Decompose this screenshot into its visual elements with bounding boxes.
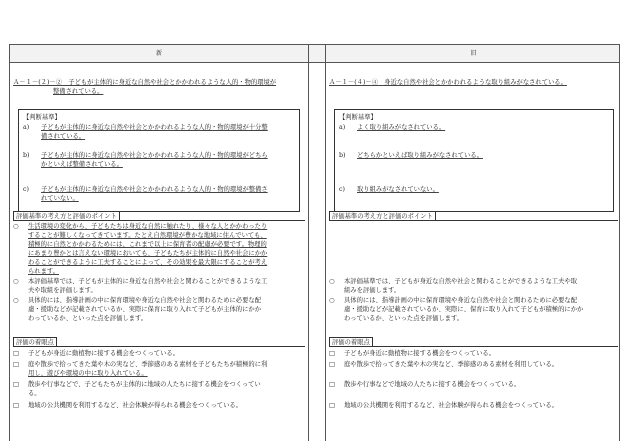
criteria-line: 子どもが主体的に身近な自然や社会とかかわれるような人的・物的環境がどちら xyxy=(41,152,268,159)
comparison-table xyxy=(9,44,620,441)
point-line: 具体的には、指導計画の中に保育環境や身近な自然や社会と関わるために必要な配 xyxy=(344,297,577,304)
check-mark: □ xyxy=(329,361,335,368)
point-line: 組みを評価します。 xyxy=(344,287,401,294)
criteria-line: 子どもが主体的に身近な自然や社会とかかわれるような人的・物的環境が十分整 xyxy=(41,124,268,131)
criteria-line: かといえば整備されている。 xyxy=(41,161,123,168)
section-rule xyxy=(329,346,618,347)
new-criteria-box xyxy=(18,109,300,212)
check-mark: □ xyxy=(13,381,19,388)
check-line: 散歩や行事などで、子どもたちが主体的に地域の人たちに接する機会をつくってい xyxy=(28,381,261,388)
point-mark: ○ xyxy=(13,278,19,285)
point-line: 積極的に自然とかかわるためには、これまで以上に保育者の配慮が必要です。物理的 xyxy=(28,241,267,248)
check-line: 子どもが身近に動植物に接する機会をつくっている。 xyxy=(344,350,495,357)
section-title-checks: 評価の着眼点 xyxy=(13,337,57,347)
check-mark: □ xyxy=(13,350,19,357)
criteria-mark: b) xyxy=(339,152,346,159)
check-line: る。 xyxy=(28,390,41,397)
section-title-points: 評価基準の考え方と評価のポイント xyxy=(13,211,120,221)
check-mark: □ xyxy=(13,361,19,368)
old-criteria-box xyxy=(334,109,614,212)
point-line: わっているか、といった点を評価します。 xyxy=(28,315,148,322)
point-line: 本評価基準では、子どもが主体的に身近な自然や社会と関わることができるような工 xyxy=(28,278,268,285)
old-heading: Ａ－１－(４)－④ 身近な自然や社会とかかわれるような取り組みがなされている。 xyxy=(329,79,567,86)
point-line: 生活環境の変化から、子どもたちは身近な自然に触れたり、様々な人とかかわったり xyxy=(28,223,268,230)
new-heading-cont: 整備されている。 xyxy=(53,88,104,95)
check-line: 用し、遊びや環境の中に取り入れている。 xyxy=(28,370,148,377)
criteria-mark: c) xyxy=(339,186,345,193)
point-line: わっているか、といった点を評価します。 xyxy=(344,315,464,322)
point-line: わることができるように工夫することによって、その効果を最大限にすることが考え xyxy=(28,259,268,266)
check-mark: □ xyxy=(329,402,335,409)
check-mark: □ xyxy=(329,350,335,357)
check-line: 子どもが身近に動植物に接する機会をつくっている。 xyxy=(28,350,179,357)
point-mark: ○ xyxy=(13,223,19,230)
point-mark: ○ xyxy=(329,278,335,285)
check-line: 地域の公共機関を利用するなど、社会体験が得られる機会をつくっている。 xyxy=(28,402,242,409)
old-column xyxy=(326,62,619,441)
check-line: 庭や散歩で拾ってきた葉や木の実など、季節感のある素材を子どもたちが積極的に利 xyxy=(28,361,268,368)
point-line: 慮・援助などが記載されているか、実際に保育に取り入れて子どもが主体的にかか xyxy=(28,306,261,313)
point-line: 慮・援助などが記載されているか、実際に、保育に取り入れて子どもが積極的にかか xyxy=(344,306,584,313)
criteria-mark: a) xyxy=(23,124,30,131)
check-mark: □ xyxy=(13,402,19,409)
criteria-mark: b) xyxy=(23,152,30,159)
new-heading: Ａ－１－(２)－② 子どもが主体的に身近な自然や社会とかかわれるような人的・物的環境が xyxy=(13,79,277,86)
check-mark: □ xyxy=(329,381,335,388)
column-divider xyxy=(308,45,326,441)
section-rule xyxy=(13,346,305,347)
new-column xyxy=(10,62,308,441)
point-line: 具体的には、指導計画の中に保育環境や身近な自然や社会と関わるために必要な配 xyxy=(28,297,261,304)
criteria-line: 取り組みがなされていない。 xyxy=(357,186,439,193)
point-line: られます。 xyxy=(28,268,59,275)
criteria-title: 【判断基準】 xyxy=(23,114,61,121)
point-mark: ○ xyxy=(13,297,19,304)
criteria-line: 備されている。 xyxy=(41,133,86,140)
section-title-checks: 評価の着眼点 xyxy=(329,337,373,347)
point-line: することが難しくなってきています。たとえ自然環境が豊かな地域に住んでいても、 xyxy=(28,232,267,239)
point-line: 本評価基準では、子どもが身近な自然や社会と関わることができるような工夫や取 xyxy=(344,278,577,285)
section-title-points: 評価基準の考え方と評価のポイント xyxy=(329,211,436,221)
criteria-line: 子どもが主体的に身近な自然や社会とかかわれるような人的・物的環境が整備さ xyxy=(41,186,268,193)
check-line: 庭や散歩で拾ってきた葉や木の実など、季節感のある素材を利用している。 xyxy=(344,361,559,368)
criteria-title: 【判断基準】 xyxy=(339,114,377,121)
point-line: 夫や取組を評価します。 xyxy=(28,287,97,294)
header-new: 新 xyxy=(155,50,162,57)
criteria-line: れていない。 xyxy=(41,195,79,202)
check-line: 地域の公共機関を利用するなど、社会体験が得られる機会をつくっている。 xyxy=(344,402,558,409)
criteria-mark: a) xyxy=(339,124,346,131)
section-rule xyxy=(13,220,305,221)
check-line: 散歩や行事などで地域の人たちに接する機会をつくっている。 xyxy=(344,381,521,388)
point-line: にあまり豊かとは言えない環境においても、子どもたちが主体的に自然や社会にかか xyxy=(28,250,268,257)
header-old: 旧 xyxy=(470,50,477,57)
criteria-line: よく取り組みがなされている。 xyxy=(357,124,446,131)
point-mark: ○ xyxy=(329,297,335,304)
section-rule xyxy=(329,220,618,221)
criteria-line: どちらかといえば取り組みがなされている。 xyxy=(357,152,483,159)
criteria-mark: c) xyxy=(23,186,29,193)
